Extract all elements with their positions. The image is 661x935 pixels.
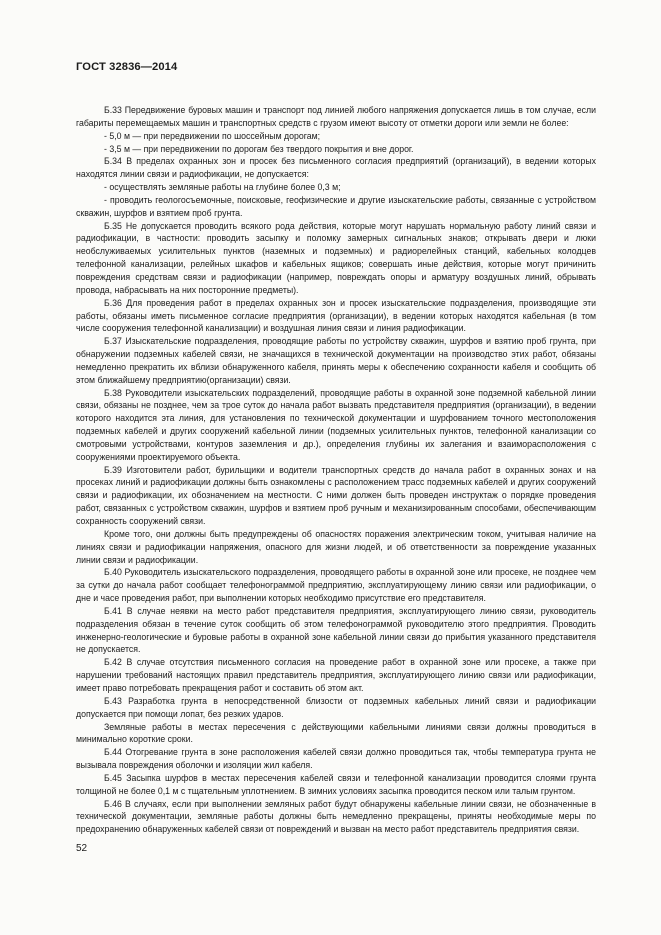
list-item: - осуществлять земляные работы на глубине более 0,3 м; <box>104 182 341 193</box>
paragraph: Б.45 Засыпка шурфов в местах пересечения кабелей связи и телефонной канализации проводится слоями грунта толщиной не более 0,1 м с тщательным уплотнением. В зимних условиях засыпка проводится песком или талым грунтом. <box>76 772 596 796</box>
page-number: 52 <box>76 843 88 854</box>
paragraph: Б.35 Не допускается проводить всякого рода действия, которые могут нарушать нормальную работу линий связи и радиофикации, в частности: проводить засыпку и поломку замерных сигнальных знаков; открывать двери и люки необслуживаемых усилительных пунктов (наземных и подземных) и радиорелейных станций, кабельных колодцев телефонной канализации, релейных шкафов и кабельных ящиков; совершать иные действия, которые могут причинить повреждения средствам связи и радиофикации (например, повреждать опоры и арматуру воздушных линий, обрывать провода, набрасывать на них посторонние предметы). <box>76 220 596 295</box>
paragraph: Б.41 В случае неявки на место работ представителя предприятия, эксплуатирующего линию связи, руководитель подразделения обязан в течение суток сообщить об этом телефонограммой руководителю этого предприятия. Проводить инженерно-геологические и буровые работы в охранной зоне кабельной линии связи до прибытия указанного представителя не допускается. <box>76 605 596 655</box>
paragraph: Б.46 В случаях, если при выполнении земляных работ будут обнаружены кабельные линии связи, не обозначенные в технической документации, земляные работы должны быть немедленно прекращены, приняты необходимые меры по предохранению обнаруженных кабелей связи от повреждений и вызван на место работ представитель предприятия связи. <box>76 798 596 835</box>
paragraph: Кроме того, они должны быть предупреждены об опасностях поражения электрическим током, учитывая наличие на линиях связи и радиофикации напряжения, опасного для жизни людей, и об ответственности за повреждение указанных линии связи и радиофикации. <box>76 528 596 565</box>
paragraph: Б.36 Для проведения работ в пределах охранных зон и просек изыскательские подразделения, производящие эти работы, обязаны иметь письменное согласие предприятия (организации), в ведении которых находятся кабельная (в том числе сооружения телефонной канализации) и воздушная линия связи и линия радиофикации. <box>76 297 596 334</box>
paragraph: Б.34 В пределах охранных зон и просек без письменного согласия предприятий (организаций), в ведении которых находятся линии связи и радиофикации, не допускается: <box>76 156 596 180</box>
paragraph: Б.38 Руководители изыскательских подразделений, проводящие работы в охранной зоне подземной кабельной линии связи, обязаны не позднее, чем за трое суток до начала работ вызвать представителя предприятия (организации), в ведении которого находится эта линия, для установления по технической документации и шурфованием точного местоположения подземных кабелей и других сооружений кабельной линии (подземных усилительных пунктов, телефонной канализации со смотровыми устройствами, контуров заземления и др.), определения глубины их залегания и взаиморасположения с сооружениями проектируемого объекта. <box>76 387 596 462</box>
list-item: - проводить геологосъемочные, поисковые, геофизические и другие изыскательские работы, связанные с устройством скважин, шурфов и взятием проб грунта. <box>76 194 596 218</box>
paragraph: Земляные работы в местах пересечения с действующими кабельными линиями связи должны проводиться в минимально короткие сроки. <box>76 721 596 745</box>
paragraph: Б.42 В случае отсутствия письменного согласия на проведение работ в охранной зоне или просеке, а также при нарушении требований настоящих правил представитель предприятия, эксплуатирующего линию связи или радиофикации, имеет право потребовать прекращения работ и составить об этом акт. <box>76 657 596 693</box>
list-item: - 3,5 м — при передвижении по дорогам без твердого покрытия и вне дорог. <box>104 143 414 154</box>
list-item: - 5,0 м — при передвижении по шоссейным дорогам; <box>104 130 321 141</box>
paragraph: Б.33 Передвижение буровых машин и транспорт под линией любого напряжения допускается лишь в том случае, если габариты перемещаемых машин и транспортных средств с грузом имеют высоту от отметки дороги или земли не более: <box>76 105 596 128</box>
paragraph: Б.44 Отогревание грунта в зоне расположения кабелей связи должно проводиться так, чтобы температура грунта не вызывала повреждения оболочки и изоляции жил кабеля. <box>76 747 596 771</box>
paragraph: Б.37 Изыскательские подразделения, проводящие работы по устройству скважин, шурфов и взятию проб грунта, при обнаружении подземных кабелей связи, не значащихся в технической документации на производство этих работ, обязаны немедленно прекратить их вблизи обнаруженного кабеля, принять меры к обеспечению сохранности кабеля и сообщить об этом ближайшему предприятию(организации) связи. <box>76 336 596 385</box>
paragraph: Б.43 Разработка грунта в непосредственной близости от подземных кабельных линий связи и радиофикации допускается при помощи лопат, без резких ударов. <box>76 695 596 719</box>
paragraph: Б.39 Изготовители работ, бурильщики и водители транспортных средств до начала работ в охранных зонах и на просеках линий и радиофикации должны быть ознакомлены с расположением трасс подземных кабелей и других сооружений связи и радиофикации, их обозначением на местности. С ними должен быть проведен инструктаж о порядке проведения работ, связанных с устройством скважин, шурфов и взятием проб ручным и механизированным способами, обеспечивающим сохранность сооружений связи. <box>76 464 596 526</box>
document-header: ГОСТ 32836—2014 <box>76 61 178 73</box>
document-body <box>76 104 596 836</box>
paragraph: Б.40 Руководитель изыскательского подразделения, проводящего работы в охранной зоне или просеке, не позднее чем за сутки до начала работ сообщает телефонограммой предприятию, эксплуатирующему линию связи или радиофикации, о дне и часе проведения работ, при выполнении которых необходимо присутствие его представителя. <box>76 567 596 604</box>
